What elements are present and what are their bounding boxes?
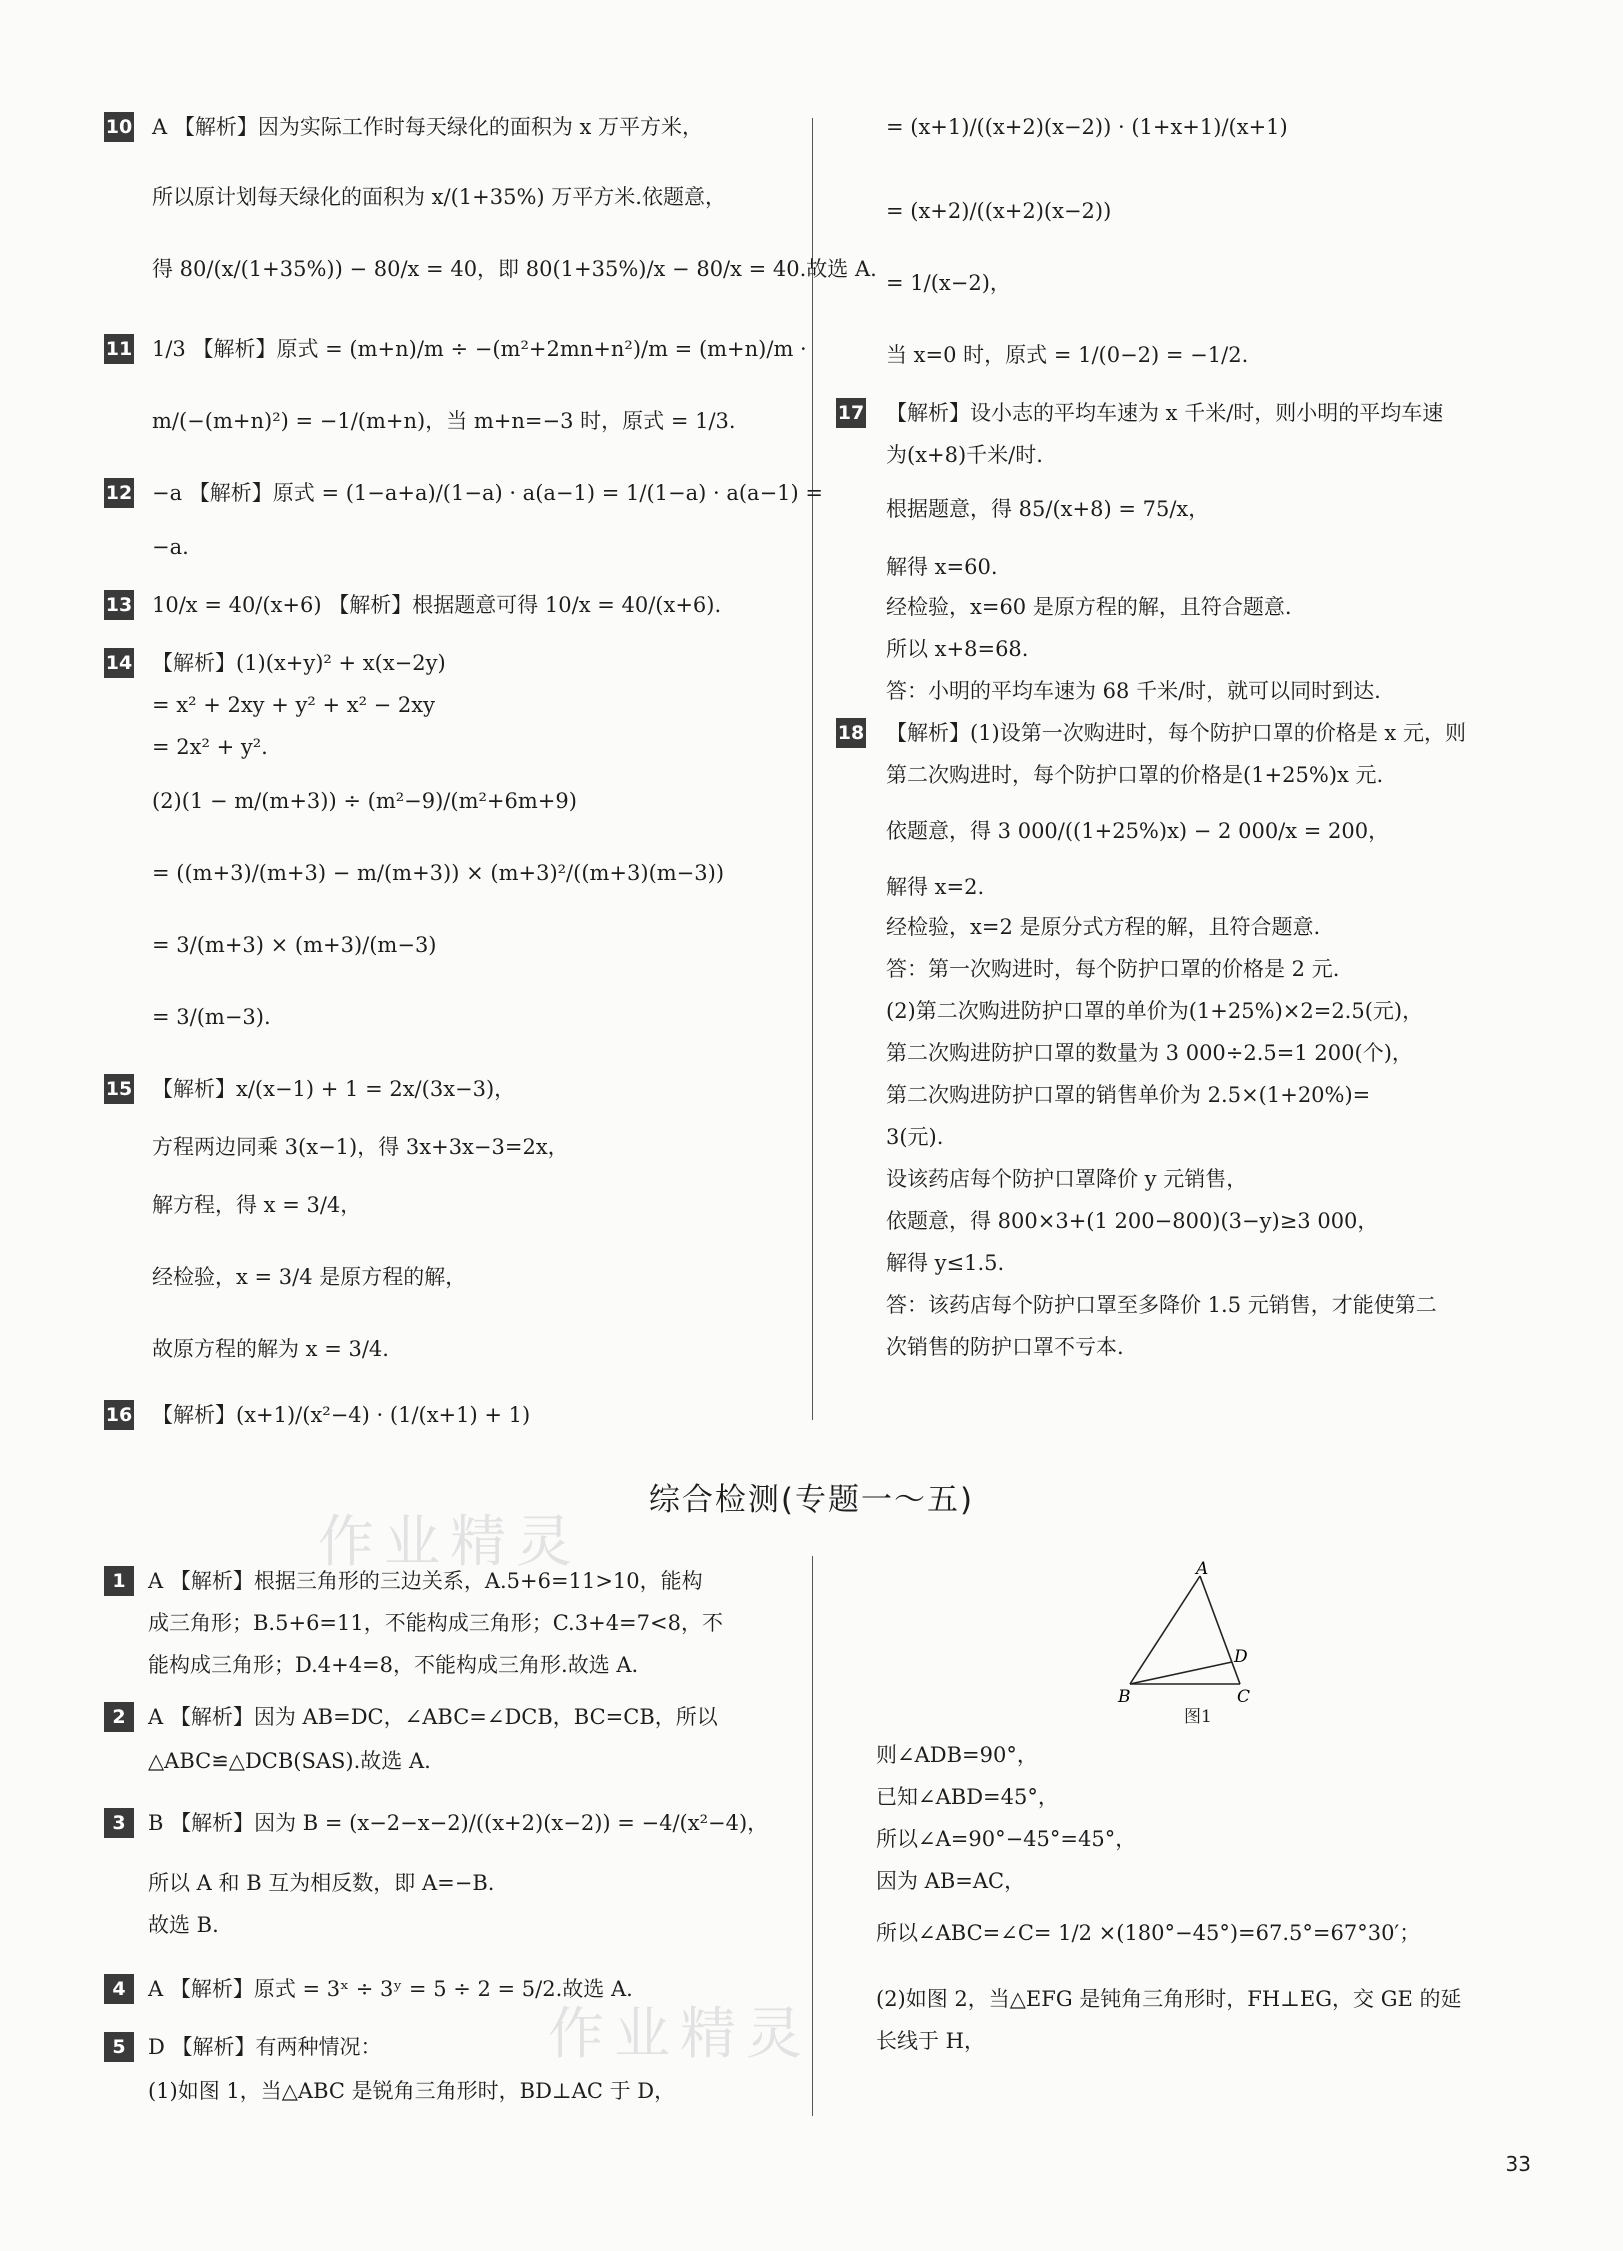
answer-line: = ((m+3)/(m+3) − m/(m+3)) × (m+3)²/((m+3)(m−3)) — [152, 861, 725, 885]
answer-line: 依题意，得 3 000/((1+25%)x) − 2 000/x = 200， — [886, 819, 1390, 843]
answer-line: = 1/(x−2)， — [886, 271, 1011, 295]
answer-line: 【解析】(x+1)/(x²−4) · (1/(x+1) + 1) — [152, 1403, 531, 1427]
answer-line: m/(−(m+n)²) = −1/(m+n)，当 m+n=−3 时，原式 = 1/3. — [152, 409, 736, 433]
question-number: 2 — [104, 1702, 134, 1732]
answer-line: 答：该药店每个防护口罩至多降价 1.5 元销售，才能使第二 — [886, 1293, 1437, 1317]
answer-line: (2)如图 2，当△EFG 是钝角三角形时，FH⊥EG，交 GE 的延 — [876, 1987, 1462, 2011]
answer-line: 故选 B. — [148, 1913, 219, 1937]
answer-line: 所以∠A=90°−45°=45°， — [876, 1827, 1137, 1851]
answer-line: 解方程，得 x = 3/4， — [152, 1193, 362, 1217]
watermark: 作业精灵 — [318, 1510, 582, 1575]
answer-line: = 2x² + y². — [152, 735, 268, 759]
column-divider-top — [812, 118, 813, 1420]
answer-line: (1)如图 1，当△ABC 是锐角三角形时，BD⊥AC 于 D， — [148, 2079, 676, 2103]
answer-line: 经检验，x=60 是原方程的解，且符合题意. — [886, 595, 1292, 619]
answer-line: −a 【解析】原式 = (1−a+a)/(1−a) · a(a−1) = 1/(1−a) · a(a−1) = — [152, 481, 823, 505]
question-number: 3 — [104, 1808, 134, 1838]
question-number: 14 — [104, 648, 134, 678]
triangle-figure — [1118, 1559, 1260, 1712]
answer-line: = (x+1)/((x+2)(x−2)) · (1+x+1)/(x+1) — [886, 115, 1288, 139]
answer-line: A 【解析】因为实际工作时每天绿化的面积为 x 万平方米， — [152, 115, 704, 139]
answer-line: 则∠ADB=90°， — [876, 1743, 1038, 1767]
answer-line: 所以 x+8=68. — [886, 637, 1029, 661]
answer-line: 【解析】设小志的平均车速为 x 千米/时，则小明的平均车速 — [886, 401, 1444, 425]
question-number: 11 — [104, 334, 134, 364]
answer-line: 次销售的防护口罩不亏本. — [886, 1335, 1124, 1359]
answer-line: = 3/(m−3). — [152, 1005, 271, 1029]
answer-line: 故原方程的解为 x = 3/4. — [152, 1337, 389, 1361]
watermark: 作业精灵 — [548, 2002, 812, 2067]
question-number: 12 — [104, 478, 134, 508]
vertex-label-a: A — [1196, 1559, 1209, 1579]
answer-line: 10/x = 40/(x+6) 【解析】根据题意可得 10/x = 40/(x+6). — [152, 593, 722, 617]
answer-line: 能构成三角形；D.4+4=8，不能构成三角形.故选 A. — [148, 1653, 639, 1677]
answer-line: 成三角形；B.5+6=11，不能构成三角形；C.3+4=7<8，不 — [148, 1611, 723, 1635]
answer-line: 根据题意，得 85/(x+8) = 75/x， — [886, 497, 1210, 521]
answer-line: 解得 x=2. — [886, 875, 985, 899]
answer-line: 为(x+8)千米/时. — [886, 443, 1043, 467]
answer-line: 答：第一次购进时，每个防护口罩的价格是 2 元. — [886, 957, 1340, 981]
edge-ab — [1130, 1576, 1200, 1684]
answer-line: 所以∠ABC=∠C= 1/2 ×(180°−45°)=67.5°=67°30′； — [876, 1921, 1421, 1945]
answer-line: 第二次购进防护口罩的数量为 3 000÷2.5=1 200(个)， — [886, 1041, 1413, 1065]
answer-line: 解得 x=60. — [886, 555, 998, 579]
answer-line: (2)第二次购进防护口罩的单价为(1+25%)×2=2.5(元)， — [886, 999, 1424, 1023]
question-number: 5 — [104, 2032, 134, 2062]
answer-line: A 【解析】根据三角形的三边关系，A.5+6=11>10，能构 — [148, 1569, 703, 1593]
column-divider-bottom — [812, 1556, 813, 2116]
answer-line: (2)(1 − m/(m+3)) ÷ (m²−9)/(m²+6m+9) — [152, 789, 577, 813]
question-number: 15 — [104, 1074, 134, 1104]
segment-bd — [1130, 1662, 1232, 1684]
question-number: 17 — [836, 398, 866, 428]
question-number: 16 — [104, 1400, 134, 1430]
question-number: 10 — [104, 112, 134, 142]
page-number: 33 — [1505, 2152, 1531, 2176]
answer-line: 【解析】(1)(x+y)² + x(x−2y) — [152, 651, 446, 675]
answer-line: 经检验，x = 3/4 是原方程的解， — [152, 1265, 467, 1289]
answer-line: A 【解析】原式 = 3ˣ ÷ 3ʸ = 5 ÷ 2 = 5/2.故选 A. — [148, 1977, 633, 2001]
answer-line: = 3/(m+3) × (m+3)/(m−3) — [152, 933, 437, 957]
question-number: 13 — [104, 590, 134, 620]
answer-line: 依题意，得 800×3+(1 200−800)(3−y)≥3 000， — [886, 1209, 1379, 1233]
answer-line: 经检验，x=2 是原分式方程的解，且符合题意. — [886, 915, 1321, 939]
answer-line: 当 x=0 时，原式 = 1/(0−2) = −1/2. — [886, 343, 1249, 367]
answer-line: 所以 A 和 B 互为相反数，即 A=−B. — [148, 1871, 495, 1895]
answer-line: 长线于 H， — [876, 2029, 985, 2053]
answer-line: 答：小明的平均车速为 68 千米/时，就可以同时到达. — [886, 679, 1381, 703]
answer-line: B 【解析】因为 B = (x−2−x−2)/((x+2)(x−2)) = −4/(x²−4)， — [148, 1811, 769, 1835]
answer-line: 设该药店每个防护口罩降价 y 元销售， — [886, 1167, 1248, 1191]
answer-line: 因为 AB=AC， — [876, 1869, 1026, 1893]
figure-caption: 图1 — [1184, 1707, 1212, 1727]
answer-line: 第二次购进防护口罩的销售单价为 2.5×(1+20%)= — [886, 1083, 1371, 1107]
answer-line: △ABC≌△DCB(SAS).故选 A. — [148, 1749, 431, 1773]
question-number: 18 — [836, 718, 866, 748]
vertex-label-c: C — [1237, 1687, 1251, 1707]
answer-line: = (x+2)/((x+2)(x−2)) — [886, 199, 1112, 223]
vertex-label-d: D — [1234, 1647, 1248, 1667]
question-number: 4 — [104, 1974, 134, 2004]
answer-line: 【解析】(1)设第一次购进时，每个防护口罩的价格是 x 元，则 — [886, 721, 1466, 745]
answer-line: 所以原计划每天绿化的面积为 x/(1+35%) 万平方米.依题意， — [152, 185, 726, 209]
answer-line: D 【解析】有两种情况： — [148, 2035, 382, 2059]
answer-line: 1/3 【解析】原式 = (m+n)/m ÷ −(m²+2mn+n²)/m = (m+n)/m · — [152, 337, 807, 361]
answer-line: 第二次购进时，每个防护口罩的价格是(1+25%)x 元. — [886, 763, 1384, 787]
answer-line: A 【解析】因为 AB=DC，∠ABC=∠DCB，BC=CB，所以 — [148, 1705, 718, 1729]
answer-line: 已知∠ABD=45°， — [876, 1785, 1059, 1809]
answer-line: 解得 y≤1.5. — [886, 1251, 1005, 1275]
question-number: 1 — [104, 1566, 134, 1596]
answer-line: 方程两边同乘 3(x−1)，得 3x+3x−3=2x， — [152, 1135, 569, 1159]
section-title: 综合检测(专题一～五) — [648, 1482, 975, 1518]
answer-line: 【解析】x/(x−1) + 1 = 2x/(3x−3)， — [152, 1077, 516, 1101]
vertex-label-b: B — [1118, 1687, 1131, 1707]
answer-line: −a. — [152, 535, 189, 559]
answer-line: 得 80/(x/(1+35%)) − 80/x = 40，即 80(1+35%)/x − 80/x = 40.故选 A. — [152, 257, 877, 281]
answer-line: 3(元). — [886, 1125, 944, 1149]
answer-line: = x² + 2xy + y² + x² − 2xy — [152, 693, 435, 717]
